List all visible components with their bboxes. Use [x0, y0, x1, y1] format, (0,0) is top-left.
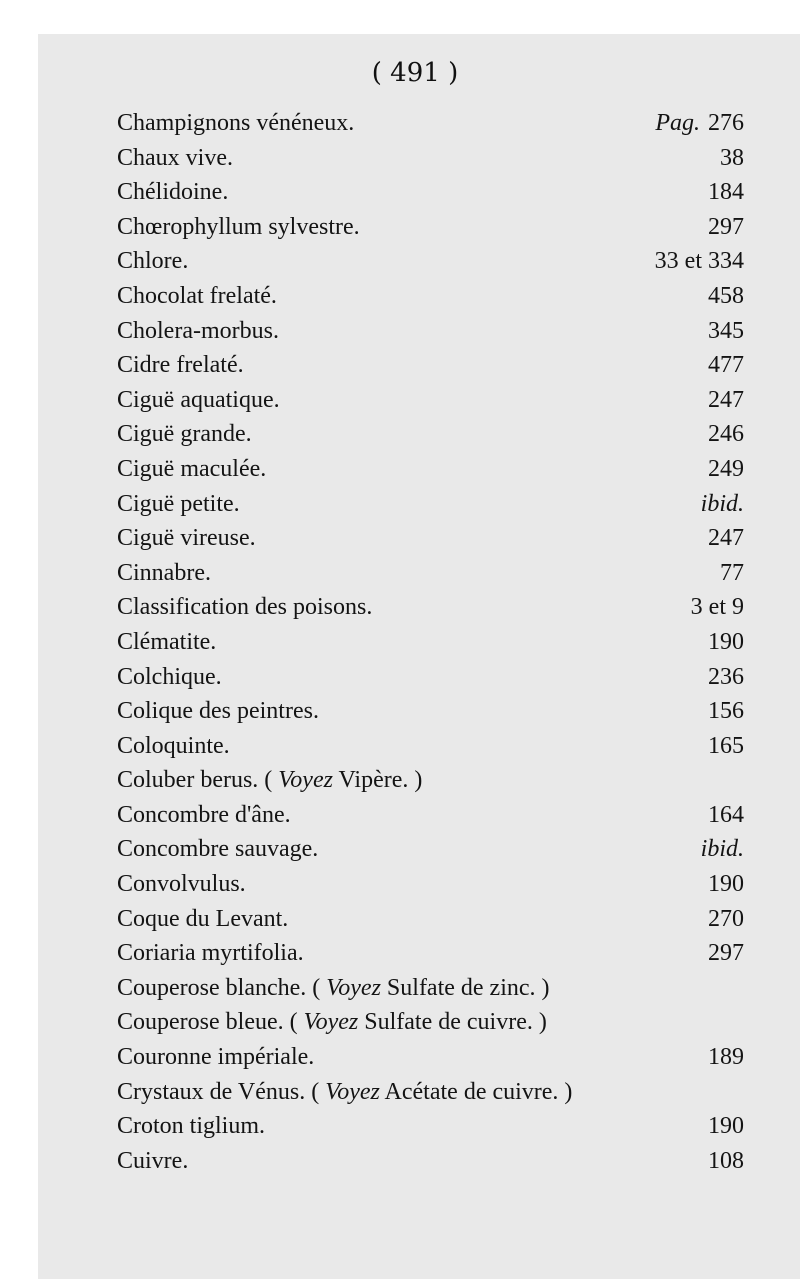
page-reference: [701, 832, 744, 867]
see-target: Sulfate de zinc. ): [380, 974, 550, 1001]
page-reference-value: 184: [708, 179, 744, 206]
index-entry: [117, 971, 744, 1006]
entry-term: Coriaria myrtifolia.: [117, 940, 304, 967]
page-reference: [708, 1144, 744, 1179]
entry-term: Croton tiglium.: [117, 1113, 266, 1140]
index-entries: [117, 106, 744, 1178]
index-entry: [117, 175, 744, 210]
see-target: Acétate de cuivre. ): [379, 1078, 573, 1105]
entry-term: Concombre d'âne.: [117, 801, 291, 828]
entry-term: Convolvulus.: [117, 871, 246, 898]
page-reference-value: 477: [708, 352, 744, 379]
page-reference-value: 270: [708, 905, 744, 932]
page-reference: [691, 590, 744, 625]
page-reference: [708, 902, 744, 937]
entry-term: Clématite.: [117, 628, 217, 655]
see-reference: Voyez: [326, 974, 381, 1001]
page-reference: [708, 936, 744, 971]
entry-term: [117, 1005, 547, 1040]
entry-term: Chocolat frelaté.: [117, 282, 277, 309]
entry-term-text: Coluber berus. (: [117, 767, 279, 794]
page-reference: [708, 417, 744, 452]
see-reference: Voyez: [325, 1078, 380, 1105]
entry-term: Coque du Levant.: [117, 905, 289, 932]
page-reference-value: 190: [708, 628, 744, 655]
entry-term: Ciguë aquatique.: [117, 386, 280, 413]
index-entry: [117, 244, 744, 279]
index-entry: [117, 141, 744, 176]
page-reference: [708, 210, 744, 245]
index-entry: [117, 694, 744, 729]
entry-term: Cholera-morbus.: [117, 317, 279, 344]
page-reference: [708, 279, 744, 314]
page-reference-value: 247: [708, 386, 744, 413]
scan-margin: [0, 0, 38, 1279]
entry-term: Ciguë vireuse.: [117, 525, 256, 552]
index-entry: [117, 106, 744, 141]
entry-term: Colchique.: [117, 663, 222, 690]
index-entry: [117, 1075, 744, 1110]
index-entry: [117, 348, 744, 383]
page-reference-value: ibid.: [700, 836, 744, 863]
page-reference-value: 38: [720, 144, 744, 171]
entry-term-text: Couperose bleue. (: [117, 1009, 304, 1036]
index-entry: [117, 487, 744, 522]
page-reference: [708, 348, 744, 383]
entry-term: Ciguë maculée.: [117, 455, 267, 482]
index-entry: [117, 867, 744, 902]
entry-term: Cuivre.: [117, 1147, 189, 1174]
index-entry: [117, 210, 744, 245]
entry-term: Colique des peintres.: [117, 698, 319, 725]
index-entry: [117, 1005, 744, 1040]
page-reference: [708, 1040, 744, 1075]
page-reference: [708, 798, 744, 833]
page-reference-value: 165: [708, 732, 744, 759]
page-reference: [708, 625, 744, 660]
entry-term: Concombre sauvage.: [117, 836, 319, 863]
index-entry: [117, 1144, 744, 1179]
index-entry: [117, 798, 744, 833]
page-reference: [720, 141, 744, 176]
page-reference: [708, 521, 744, 556]
page-reference-value: 297: [708, 940, 744, 967]
index-entry: [117, 1040, 744, 1075]
entry-term: Ciguë petite.: [117, 490, 240, 517]
entry-term: [117, 971, 550, 1006]
index-entry: [117, 590, 744, 625]
index-entry: [117, 279, 744, 314]
page-reference-value: 77: [720, 559, 744, 586]
index-entry: [117, 521, 744, 556]
index-entry: [117, 314, 744, 349]
page-reference-value: 190: [708, 1113, 744, 1140]
see-reference: Voyez: [303, 1009, 359, 1036]
page-reference: [708, 729, 744, 764]
entry-term: Cidre frelaté.: [117, 352, 244, 379]
page-reference-value: 156: [708, 698, 744, 725]
index-entry: [117, 556, 744, 591]
page-number: ( 491 ): [371, 58, 459, 88]
page-reference: [708, 383, 744, 418]
see-target: Sulfate de cuivre. ): [358, 1009, 547, 1036]
entry-term: Chœrophyllum sylvestre.: [117, 213, 360, 240]
page-reference-value: 33 et 334: [654, 248, 744, 275]
entry-term: [117, 763, 422, 798]
page-reference-value: ibid.: [700, 490, 744, 517]
page-reference-value: 345: [708, 317, 744, 344]
see-target: Vipère. ): [332, 767, 423, 794]
index-entry: [117, 1109, 744, 1144]
page-reference-value: 246: [708, 421, 744, 448]
index-entry: [117, 660, 744, 695]
page-reference: [708, 867, 744, 902]
page-reference-value: 297: [708, 213, 744, 240]
page-reference-value: 276: [708, 110, 744, 136]
page-reference: [701, 487, 744, 522]
index-entry: [117, 936, 744, 971]
page-reference: [708, 1109, 744, 1144]
entry-term: Cinnabre.: [117, 559, 211, 586]
entry-term: Chélidoine.: [117, 179, 229, 206]
entry-term: Couronne impériale.: [117, 1044, 315, 1071]
entry-term: Champignons vénéneux.: [117, 110, 355, 136]
page-reference: [720, 556, 744, 591]
entry-term: [117, 1075, 572, 1110]
page-reference-value: 458: [708, 282, 744, 309]
entry-term: Classification des poisons.: [117, 594, 373, 621]
page-reference: [655, 106, 744, 141]
page-reference: [708, 660, 744, 695]
page-reference-value: 3 et 9: [690, 594, 744, 621]
index-entry: [117, 625, 744, 660]
page-reference-value: 108: [708, 1147, 744, 1174]
index-entry: [117, 763, 744, 798]
index-entry: [117, 729, 744, 764]
index-entry: [117, 452, 744, 487]
page-label: Pag.: [655, 110, 700, 136]
page-reference-value: 249: [708, 455, 744, 482]
entry-term: Chaux vive.: [117, 144, 233, 171]
page-reference-value: 164: [708, 801, 744, 828]
see-reference: Voyez: [278, 767, 333, 794]
index-entry: [117, 832, 744, 867]
page-reference: [708, 175, 744, 210]
page-reference-value: 190: [708, 871, 744, 898]
entry-term-text: Couperose blanche. (: [117, 974, 327, 1001]
page-reference: [655, 244, 744, 279]
page-reference: [708, 314, 744, 349]
page-reference-value: 247: [708, 525, 744, 552]
index-entry: [117, 383, 744, 418]
entry-term-text: Crystaux de Vénus. (: [117, 1078, 326, 1105]
page-reference: [708, 452, 744, 487]
index-entry: [117, 902, 744, 937]
page-reference-value: 189: [708, 1044, 744, 1071]
entry-term: Coloquinte.: [117, 732, 230, 759]
page-reference: [708, 694, 744, 729]
index-entry: [117, 417, 744, 452]
entry-term: Chlore.: [117, 248, 189, 275]
entry-term: Ciguë grande.: [117, 421, 252, 448]
page-reference-value: 236: [708, 663, 744, 690]
